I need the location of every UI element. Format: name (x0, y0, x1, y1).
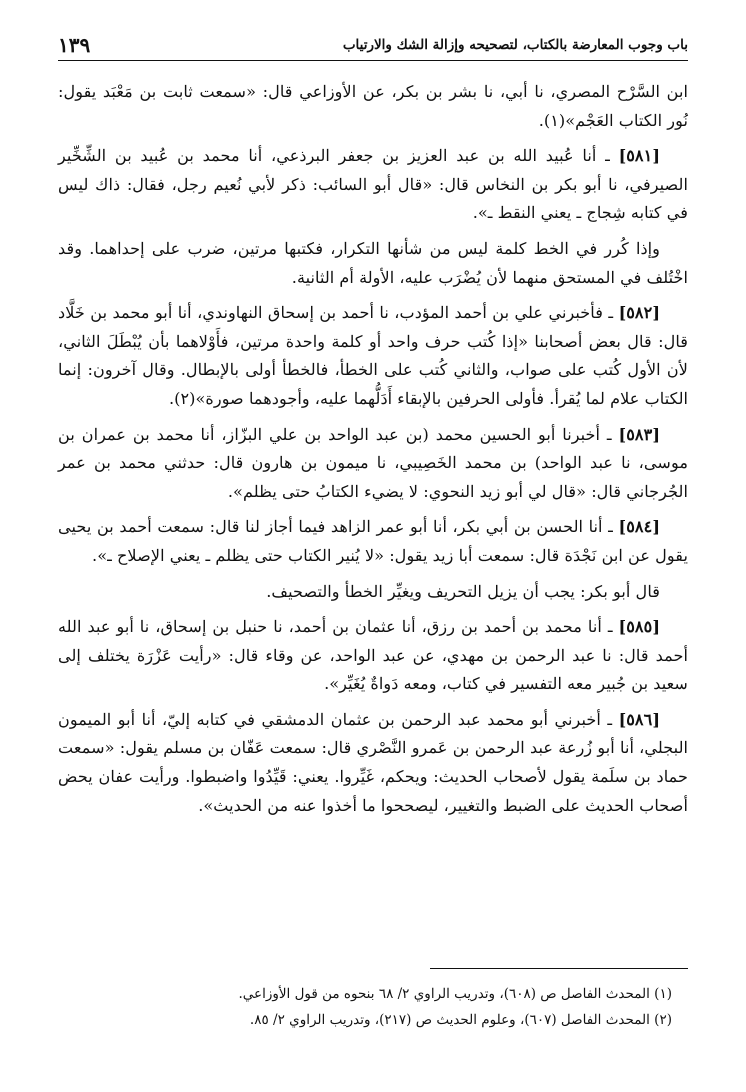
entry-number: [٥٨١] (618, 146, 660, 166)
footnote-divider (430, 968, 688, 969)
page-number: ١٣٩ (58, 33, 91, 57)
paragraph-text: ـ أخبرني أبو محمد عبد الرحمن بن عثمان الدمشقي في كتابه إليّ، أنا أبو الميمون البجلي، أنا أبو زُرعة عبد الرحمن بن عَمرو النَّصْري قال: سمعت عَفّان بن مسلم يقول: «سمعت حماد بن سلَمة يقول لأصحاب الحديث: ويحكم، غَيِّروا. يعني: قَيِّدُوا واضبطوا. ورأيت عفان يحض أصحاب الحديث على الضبط والتغيير، ليصححوا ما أخذوا عنه من الحديث». (58, 709, 688, 815)
footnote-1: (١) المحدث الفاصل ص (٦٠٨)، وتدريب الراوي ٢/ ٦٨ بنحوه من قول الأوزاعي. (238, 986, 672, 1002)
paragraph-commentary (58, 578, 688, 607)
entry-585 (58, 613, 688, 699)
paragraph-text: ـ أنا عُبيد الله بن عبد العزيز بن جعفر البرذعي، أنا محمد بن عُبيد بن الشِّخِّير الصيرفي، نا أبو بكر بن النخاس قال: «قال أبو السائب: ذكر لأبي نُعيم رجل، فقال: ذاك ليس في كتابه شِجاج ـ يعني النقط ـ». (58, 146, 688, 223)
paragraph-text: ـ أخبرنا أبو الحسين محمد (بن عبد الواحد بن علي البزّاز، أنا محمد بن عمران بن موسى، نا عبد الواحد) بن محمد الخَصِيبي، نا ميمون بن هارون قال: حدثني محمد بن عمر الجُرجاني قال: «قال لي أبو زيد النحوي: لا يضيء الكتابُ حتى يظلم». (58, 424, 688, 501)
paragraph-text: قال أبو بكر: يجب أن يزيل التحريف ويغيِّر الخطأ والتصحيف. (266, 581, 660, 601)
entry-584 (58, 513, 688, 570)
running-title: باب وجوب المعارضة بالكتاب، لتصحيحه وإزالة الشك والارتياب (342, 37, 688, 53)
entry-583 (58, 421, 688, 507)
entry-581 (58, 142, 688, 228)
entry-582 (58, 299, 688, 413)
footnotes (58, 982, 688, 1034)
paragraph-commentary (58, 235, 688, 292)
paragraph-text: ـ أنا الحسن بن أبي بكر، أنا أبو عمر الزاهد فيما أجاز لنا قال: سمعت أحمد بن يحيى يقول عن ابن نَجْدَة قال: سمعت أبا زيد يقول: «لا يُنير الكتاب حتى يظلم ـ يعني الإصلاح ـ». (58, 517, 688, 565)
paragraph-continuation (58, 78, 688, 135)
paragraph-text: ـ أنا محمد بن أحمد بن رزق، أنا عثمان بن أحمد، نا حنبل بن إسحاق، نا أبو عبد الله أحمد قال: نا عبد الرحمن بن مهدي، عن عبد الواحد، عن وقاء قال: «رأيت عَزْرَة يختلف إلى سعيد بن جُبير معه التفسير في كتاب، ومعه دَواةٌ يُغَيِّر». (58, 617, 688, 694)
entry-586 (58, 706, 688, 820)
entry-number: [٥٨٥] (618, 617, 660, 637)
entry-number: [٥٨٤] (618, 517, 660, 537)
running-header (58, 30, 688, 61)
entry-number: [٥٨٢] (618, 303, 660, 323)
footnote-2: (٢) المحدث الفاصل (٦٠٧)، وعلوم الحديث ص (٢١٧)، وتدريب الراوي ٢/ ٨٥. (249, 1012, 672, 1028)
paragraph-text: ابن السَّرْح المصري، نا أبي، نا بشر بن بكر، عن الأوزاعي قال: «سمعت ثابت بن مَعْبَد يقول: نُور الكتاب العَجْم»(١). (58, 82, 688, 130)
paragraph-text: وإذا كُرر في الخط كلمة ليس من شأنها التكرار، فكتبها مرتين، ضرب على إحداهما. وقد اخْتُلف في المستحق منهما لأن يُضْرَب عليه، الأولة أم الثانية. (58, 238, 688, 287)
entry-number: [٥٨٦] (618, 709, 660, 729)
paragraph-text: ـ فأخبرني علي بن أحمد المؤدب، نا أحمد بن إسحاق النهاوندي، أنا أبو محمد بن خَلَّاد قال: قال بعض أصحابنا «إذا كُتب حرف واحد أو كلمة واحدة مرتين، فأَوْلاهما بأن يُبْطَلَ الثاني، لأن الأول كُتب على صواب، والثاني كُتب على الخطأ، فالخطأ أولى بالإبطال. وقال آخرون: إنما الكتاب علام لما يُقرأ. فأولى الحرفين بالإبقاء أَدَلُّهما عليه، وأجودهما صورة»(٢). (58, 303, 688, 408)
main-text (58, 78, 688, 827)
entry-number: [٥٨٣] (618, 424, 660, 444)
